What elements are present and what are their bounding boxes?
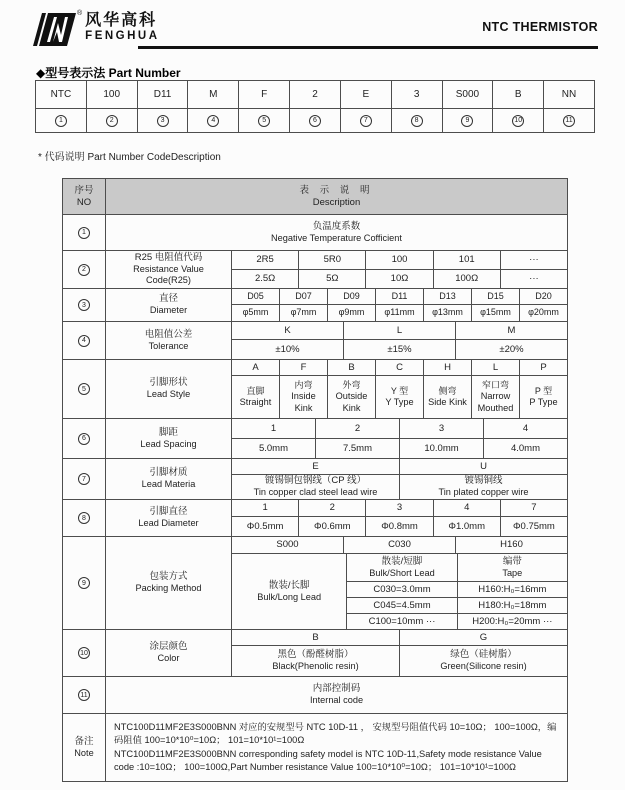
- tolerance-values: [231, 339, 567, 359]
- row-note: [62, 713, 567, 781]
- diameter-label-cell: [105, 288, 231, 321]
- label-en: Lead Materia: [141, 479, 196, 490]
- pn-mark: [289, 108, 340, 132]
- cell-en: Bulk/Short Lead: [369, 567, 435, 578]
- tape-cell: [457, 553, 567, 581]
- resistance-values: [231, 269, 567, 288]
- value-cell: φ7mm: [279, 304, 327, 321]
- code-cell: C: [375, 359, 423, 375]
- row-number-cell: [62, 499, 105, 536]
- circled-number: 10: [78, 647, 90, 659]
- code-cell: B: [327, 359, 375, 375]
- pn-mark: [238, 108, 289, 132]
- circled-number: 6: [78, 433, 90, 445]
- packing-item: C100=10mm ···: [346, 613, 456, 629]
- packing-label-cell: [105, 536, 231, 629]
- circled-number: 1: [55, 115, 67, 127]
- code-cell: F: [279, 359, 327, 375]
- code-cell: 101: [433, 250, 500, 269]
- note-content-cell: [105, 713, 567, 781]
- row-number-cell: [62, 288, 105, 321]
- packing-item: C045=4.5mm: [346, 597, 456, 613]
- packing-item: H160:H₀=16mm: [457, 581, 567, 597]
- lead-material-label-cell: [105, 458, 231, 499]
- row-lead-spacing: [62, 418, 567, 458]
- cell-en: Y Type: [385, 396, 414, 407]
- part-number-section-title: ◆型号表示法 Part Number: [36, 66, 181, 80]
- code-cell: A: [231, 359, 279, 375]
- value-cell: ±20%: [455, 339, 567, 359]
- code-cell: D09: [327, 288, 375, 304]
- value-cell: φ9mm: [327, 304, 375, 321]
- pn-mark: [543, 108, 594, 132]
- pn-code: F: [238, 80, 289, 108]
- row-lead-material: [62, 458, 567, 499]
- packing-data: [231, 536, 567, 629]
- value-cell: [231, 645, 399, 676]
- value-cell: ±15%: [343, 339, 455, 359]
- pn-mark: [35, 108, 86, 132]
- pn-code: M: [187, 80, 238, 108]
- label-cn: 电阻值公差: [144, 328, 193, 340]
- lead-style-codes: [231, 359, 567, 375]
- code-cell: 2: [315, 418, 399, 438]
- value-cell: [375, 375, 423, 418]
- value-cell: φ5mm: [231, 304, 279, 321]
- circled-number: 10: [512, 115, 524, 127]
- cell-en: Bulk/Long Lead: [257, 591, 322, 602]
- label-en: Lead Diameter: [138, 518, 199, 529]
- diameter-values: [231, 304, 567, 321]
- circled-number: 7: [78, 473, 90, 485]
- cell-cn: 编带: [502, 555, 522, 567]
- row-internal-code: [62, 676, 567, 713]
- code-cell: 7: [500, 499, 567, 516]
- circled-number: 1: [78, 227, 90, 239]
- value-cell: φ20mm: [519, 304, 567, 321]
- cell-en: Tin plated copper wire: [438, 487, 529, 498]
- code-cell: 3: [365, 499, 432, 516]
- label-cn: 引脚材质: [149, 467, 188, 479]
- lead-diameter-label-cell: [105, 499, 231, 536]
- bulk-short-cell: [346, 553, 456, 581]
- code-cell: 3: [399, 418, 483, 438]
- lead-style-values: [231, 375, 567, 418]
- label-en: Color: [157, 653, 180, 664]
- code-cell: U: [399, 458, 567, 474]
- tolerance-label-cell: [105, 321, 231, 359]
- brand-logo: [30, 10, 160, 48]
- code-cell: D20: [519, 288, 567, 304]
- cell-cn: Y 型: [390, 385, 409, 396]
- cell-en: Straight: [239, 396, 272, 407]
- code-cell: ···: [500, 250, 567, 269]
- label-cn: 包装方式: [149, 571, 188, 583]
- code-description-table: [62, 178, 568, 782]
- header-no-en: NO: [76, 196, 92, 208]
- diameter-codes: [231, 288, 567, 304]
- circled-number: 7: [360, 115, 372, 127]
- code-cell: K: [231, 321, 343, 339]
- circled-number: 8: [78, 512, 90, 524]
- lead-spacing-codes: [231, 418, 567, 438]
- header-no-cn: 序号: [74, 184, 94, 196]
- value-cell: φ11mm: [375, 304, 423, 321]
- value-cell: 4.0mm: [483, 438, 567, 458]
- cell-en: Narrow Mouthed: [477, 391, 514, 413]
- value-cell: Φ0.8mm: [365, 516, 432, 536]
- row-number-cell: [62, 629, 105, 676]
- cell-en: Outside Kink: [335, 391, 368, 413]
- color-values: [231, 645, 567, 676]
- row-ntc: [62, 214, 567, 250]
- pn-mark: [340, 108, 391, 132]
- cell-en: Inside Kink: [291, 391, 316, 413]
- code-cell: M: [455, 321, 567, 339]
- value-cell: Φ1.0mm: [433, 516, 500, 536]
- registered-mark: ®: [77, 10, 83, 17]
- code-cell: E: [231, 458, 399, 474]
- packing-body: [231, 553, 567, 629]
- cell-cn: 镀锡铜线: [464, 475, 503, 487]
- cell-cn: 绿色（硅树脂）: [450, 649, 517, 661]
- product-title: NTC THERMISTOR: [482, 20, 598, 34]
- ntc-en: Negative Temperature Cofficient: [271, 232, 402, 243]
- label-cn: R25 电阻值代码: [134, 252, 203, 264]
- circled-number: 2: [78, 264, 90, 276]
- label-en: Diameter: [149, 305, 188, 316]
- label-en: Tolerance: [148, 340, 189, 351]
- resistance-codes: [231, 250, 567, 269]
- label-cn: 涂层颜色: [149, 641, 188, 653]
- code-cell: 1: [231, 418, 315, 438]
- row-lead-style: [62, 359, 567, 418]
- value-cell: Φ0.6mm: [298, 516, 365, 536]
- lead-spacing-data: [231, 418, 567, 458]
- diameter-data: [231, 288, 567, 321]
- circled-number: 9: [78, 577, 90, 589]
- ntc-cn: 负温度系数: [312, 220, 361, 232]
- code-cell: H: [423, 359, 471, 375]
- pn-mark: [492, 108, 543, 132]
- label-cn: 直径: [158, 293, 178, 305]
- brand-name-cn: 风华高科: [85, 12, 158, 29]
- value-cell: 7.5mm: [315, 438, 399, 458]
- circled-number: 3: [157, 115, 169, 127]
- brand-text: [85, 13, 159, 42]
- header-rule: [138, 46, 598, 49]
- pn-code: 2: [289, 80, 340, 108]
- code-cell: C030: [343, 536, 455, 553]
- pn-mark: [137, 108, 188, 132]
- row-number-cell: [62, 676, 105, 713]
- cell-en: Green(Silicone resin): [440, 661, 527, 672]
- cell-cn: 黑色（酚醛树脂）: [277, 649, 354, 661]
- cell-cn: 外弯: [342, 379, 361, 390]
- internal-code-cell: [105, 676, 567, 713]
- row-lead-diameter: [62, 499, 567, 536]
- label-en: Packing Method: [135, 583, 202, 594]
- note-label-cell: [62, 713, 105, 781]
- cell-en: Tin copper clad steel lead wire: [253, 487, 378, 498]
- circled-number: 11: [563, 115, 575, 127]
- value-cell: 100Ω: [433, 269, 500, 288]
- circled-number: 5: [78, 383, 90, 395]
- note-label-cn: 备注: [74, 735, 94, 747]
- header-description-cell: [105, 178, 567, 214]
- circled-number: 9: [461, 115, 473, 127]
- value-cell: [231, 375, 279, 418]
- lead-style-data: [231, 359, 567, 418]
- cell-cn: 直脚: [246, 385, 265, 396]
- pn-code: NTC: [35, 80, 86, 108]
- cell-en: P Type: [529, 396, 558, 407]
- row-tolerance: [62, 321, 567, 359]
- code-description-note: * 代码说明 Part Number CodeDescription: [38, 152, 221, 163]
- lead-diameter-codes: [231, 499, 567, 516]
- label-en: Lead Spacing: [140, 438, 197, 449]
- lead-diameter-values: [231, 516, 567, 536]
- code-cell: 100: [365, 250, 432, 269]
- label-en: Lead Style: [146, 389, 191, 400]
- label-en: Resistance Value: [133, 263, 204, 274]
- value-cell: [399, 474, 567, 499]
- cell-cn: 侧弯: [438, 385, 457, 396]
- internal-code-cn: 内部控制码: [312, 683, 361, 695]
- code-cell: B: [231, 629, 399, 645]
- row-number-cell: [62, 214, 105, 250]
- code-cell: 1: [231, 499, 298, 516]
- row-number-cell: [62, 458, 105, 499]
- pn-code: 3: [391, 80, 442, 108]
- internal-code-en: Internal code: [309, 695, 364, 706]
- lead-material-codes: [231, 458, 567, 474]
- cell-cn: 散装/短脚: [381, 555, 423, 567]
- value-cell: 2.5Ω: [231, 269, 298, 288]
- code-cell: D11: [375, 288, 423, 304]
- value-cell: 10.0mm: [399, 438, 483, 458]
- lead-diameter-data: [231, 499, 567, 536]
- packing-codes: [231, 536, 567, 553]
- label-en: Code(R25): [146, 275, 191, 286]
- pn-code: 100: [86, 80, 137, 108]
- code-cell: 4: [433, 499, 500, 516]
- cell-cn: P 型: [534, 385, 553, 396]
- circled-number: 5: [258, 115, 270, 127]
- note-line-cn: NTC100D11MF2E3S000BNN 对应的安规型号 NTC 10D-11 ， 安规型号阻值代码 10=10Ω； 100=100Ω，编码阻值 100=10*10⁰=10Ω； 101=10*10¹=100Ω: [114, 722, 557, 746]
- code-cell: L: [343, 321, 455, 339]
- lead-material-values: [231, 474, 567, 499]
- packing-item: H180:H₀=18mm: [457, 597, 567, 613]
- circled-number: 3: [78, 299, 90, 311]
- page-header: [0, 6, 625, 56]
- value-cell: [423, 375, 471, 418]
- cell-en: Side Kink: [428, 396, 467, 407]
- label-cn: 引脚形状: [149, 377, 188, 389]
- bulk-short-column: [346, 553, 456, 629]
- cell-cn: 镀锡铜包钢线（CP 线）: [264, 475, 367, 487]
- ntc-description-cell: [105, 214, 567, 250]
- code-cell: D15: [471, 288, 519, 304]
- code-cell: 2: [298, 499, 365, 516]
- resistance-label-cell: [105, 250, 231, 288]
- row-color: [62, 629, 567, 676]
- row-packing-method: [62, 536, 567, 629]
- value-cell: ···: [500, 269, 567, 288]
- pn-code: E: [340, 80, 391, 108]
- pn-mark: [187, 108, 238, 132]
- value-cell: Φ0.75mm: [500, 516, 567, 536]
- label-cn: 引脚直径: [149, 506, 188, 518]
- circled-number: 11: [78, 689, 90, 701]
- lead-spacing-label-cell: [105, 418, 231, 458]
- code-cell: L: [471, 359, 519, 375]
- pn-code: D11: [137, 80, 188, 108]
- value-cell: φ15mm: [471, 304, 519, 321]
- label-cn: 脚距: [158, 426, 178, 438]
- value-cell: [231, 474, 399, 499]
- row-number-cell: [62, 321, 105, 359]
- value-cell: [279, 375, 327, 418]
- code-cell: 5R0: [298, 250, 365, 269]
- tape-column: [457, 553, 567, 629]
- value-cell: φ13mm: [423, 304, 471, 321]
- bulk-long-cell: [231, 553, 346, 629]
- note-line-en: NTC100D11MF2E3S000BNN corresponding safety model is NTC 10D-11,Safety mode resistance Value code :10=10Ω； 100=100Ω,Part Number resistance Value 100=10*10⁰=10Ω； 101=10*10¹=100Ω: [114, 748, 542, 772]
- pn-mark: [391, 108, 442, 132]
- tolerance-codes: [231, 321, 567, 339]
- pn-mark: [86, 108, 137, 132]
- row-number-cell: [62, 536, 105, 629]
- part-number-table: [35, 80, 595, 133]
- circled-number: 4: [78, 335, 90, 347]
- circled-number: 2: [106, 115, 118, 127]
- value-cell: [471, 375, 519, 418]
- value-cell: 5Ω: [298, 269, 365, 288]
- row-number-cell: [62, 359, 105, 418]
- cell-en: Tape: [502, 567, 523, 578]
- pn-code: S000: [442, 80, 493, 108]
- value-cell: 5.0mm: [231, 438, 315, 458]
- row-diameter: [62, 288, 567, 321]
- code-cell: S000: [231, 536, 343, 553]
- pn-code: NN: [543, 80, 594, 108]
- row-number-cell: [62, 250, 105, 288]
- circled-number: 8: [411, 115, 423, 127]
- cell-en: Black(Phenolic resin): [272, 661, 359, 672]
- value-cell: Φ0.5mm: [231, 516, 298, 536]
- color-codes: [231, 629, 567, 645]
- lead-spacing-values: [231, 438, 567, 458]
- code-cell: D07: [279, 288, 327, 304]
- part-number-marks-row: [35, 108, 594, 132]
- code-cell: 4: [483, 418, 567, 438]
- lead-style-label-cell: [105, 359, 231, 418]
- code-cell: P: [519, 359, 567, 375]
- part-number-codes-row: [35, 80, 594, 108]
- cell-cn: 内弯: [294, 379, 313, 390]
- code-cell: D13: [423, 288, 471, 304]
- row-number-cell: [62, 418, 105, 458]
- tolerance-data: [231, 321, 567, 359]
- brand-name-en: FENGHUA: [85, 29, 160, 42]
- header-no-cell: [62, 178, 105, 214]
- fenghua-logo-icon: [30, 10, 76, 48]
- table-header-row: [62, 178, 567, 214]
- value-cell: ±10%: [231, 339, 343, 359]
- header-desc-cn: 表 示 说 明: [299, 184, 374, 196]
- color-label-cell: [105, 629, 231, 676]
- cell-cn: 窄口弯: [481, 379, 509, 390]
- code-cell: D05: [231, 288, 279, 304]
- circled-number: 4: [207, 115, 219, 127]
- resistance-data: [231, 250, 567, 288]
- row-resistance-code: [62, 250, 567, 288]
- packing-item: H200:H₀=20mm ···: [457, 613, 567, 629]
- value-cell: 10Ω: [365, 269, 432, 288]
- pn-code: B: [492, 80, 543, 108]
- note-label-en: Note: [74, 747, 94, 758]
- cell-cn: 散装/长脚: [268, 579, 310, 591]
- circled-number: 6: [309, 115, 321, 127]
- value-cell: [399, 645, 567, 676]
- lead-material-data: [231, 458, 567, 499]
- pn-mark: [442, 108, 493, 132]
- color-data: [231, 629, 567, 676]
- value-cell: [519, 375, 567, 418]
- code-cell: G: [399, 629, 567, 645]
- code-cell: H160: [455, 536, 567, 553]
- value-cell: [327, 375, 375, 418]
- code-cell: 2R5: [231, 250, 298, 269]
- packing-item: C030=3.0mm: [346, 581, 456, 597]
- header-desc-en: Description: [312, 196, 361, 208]
